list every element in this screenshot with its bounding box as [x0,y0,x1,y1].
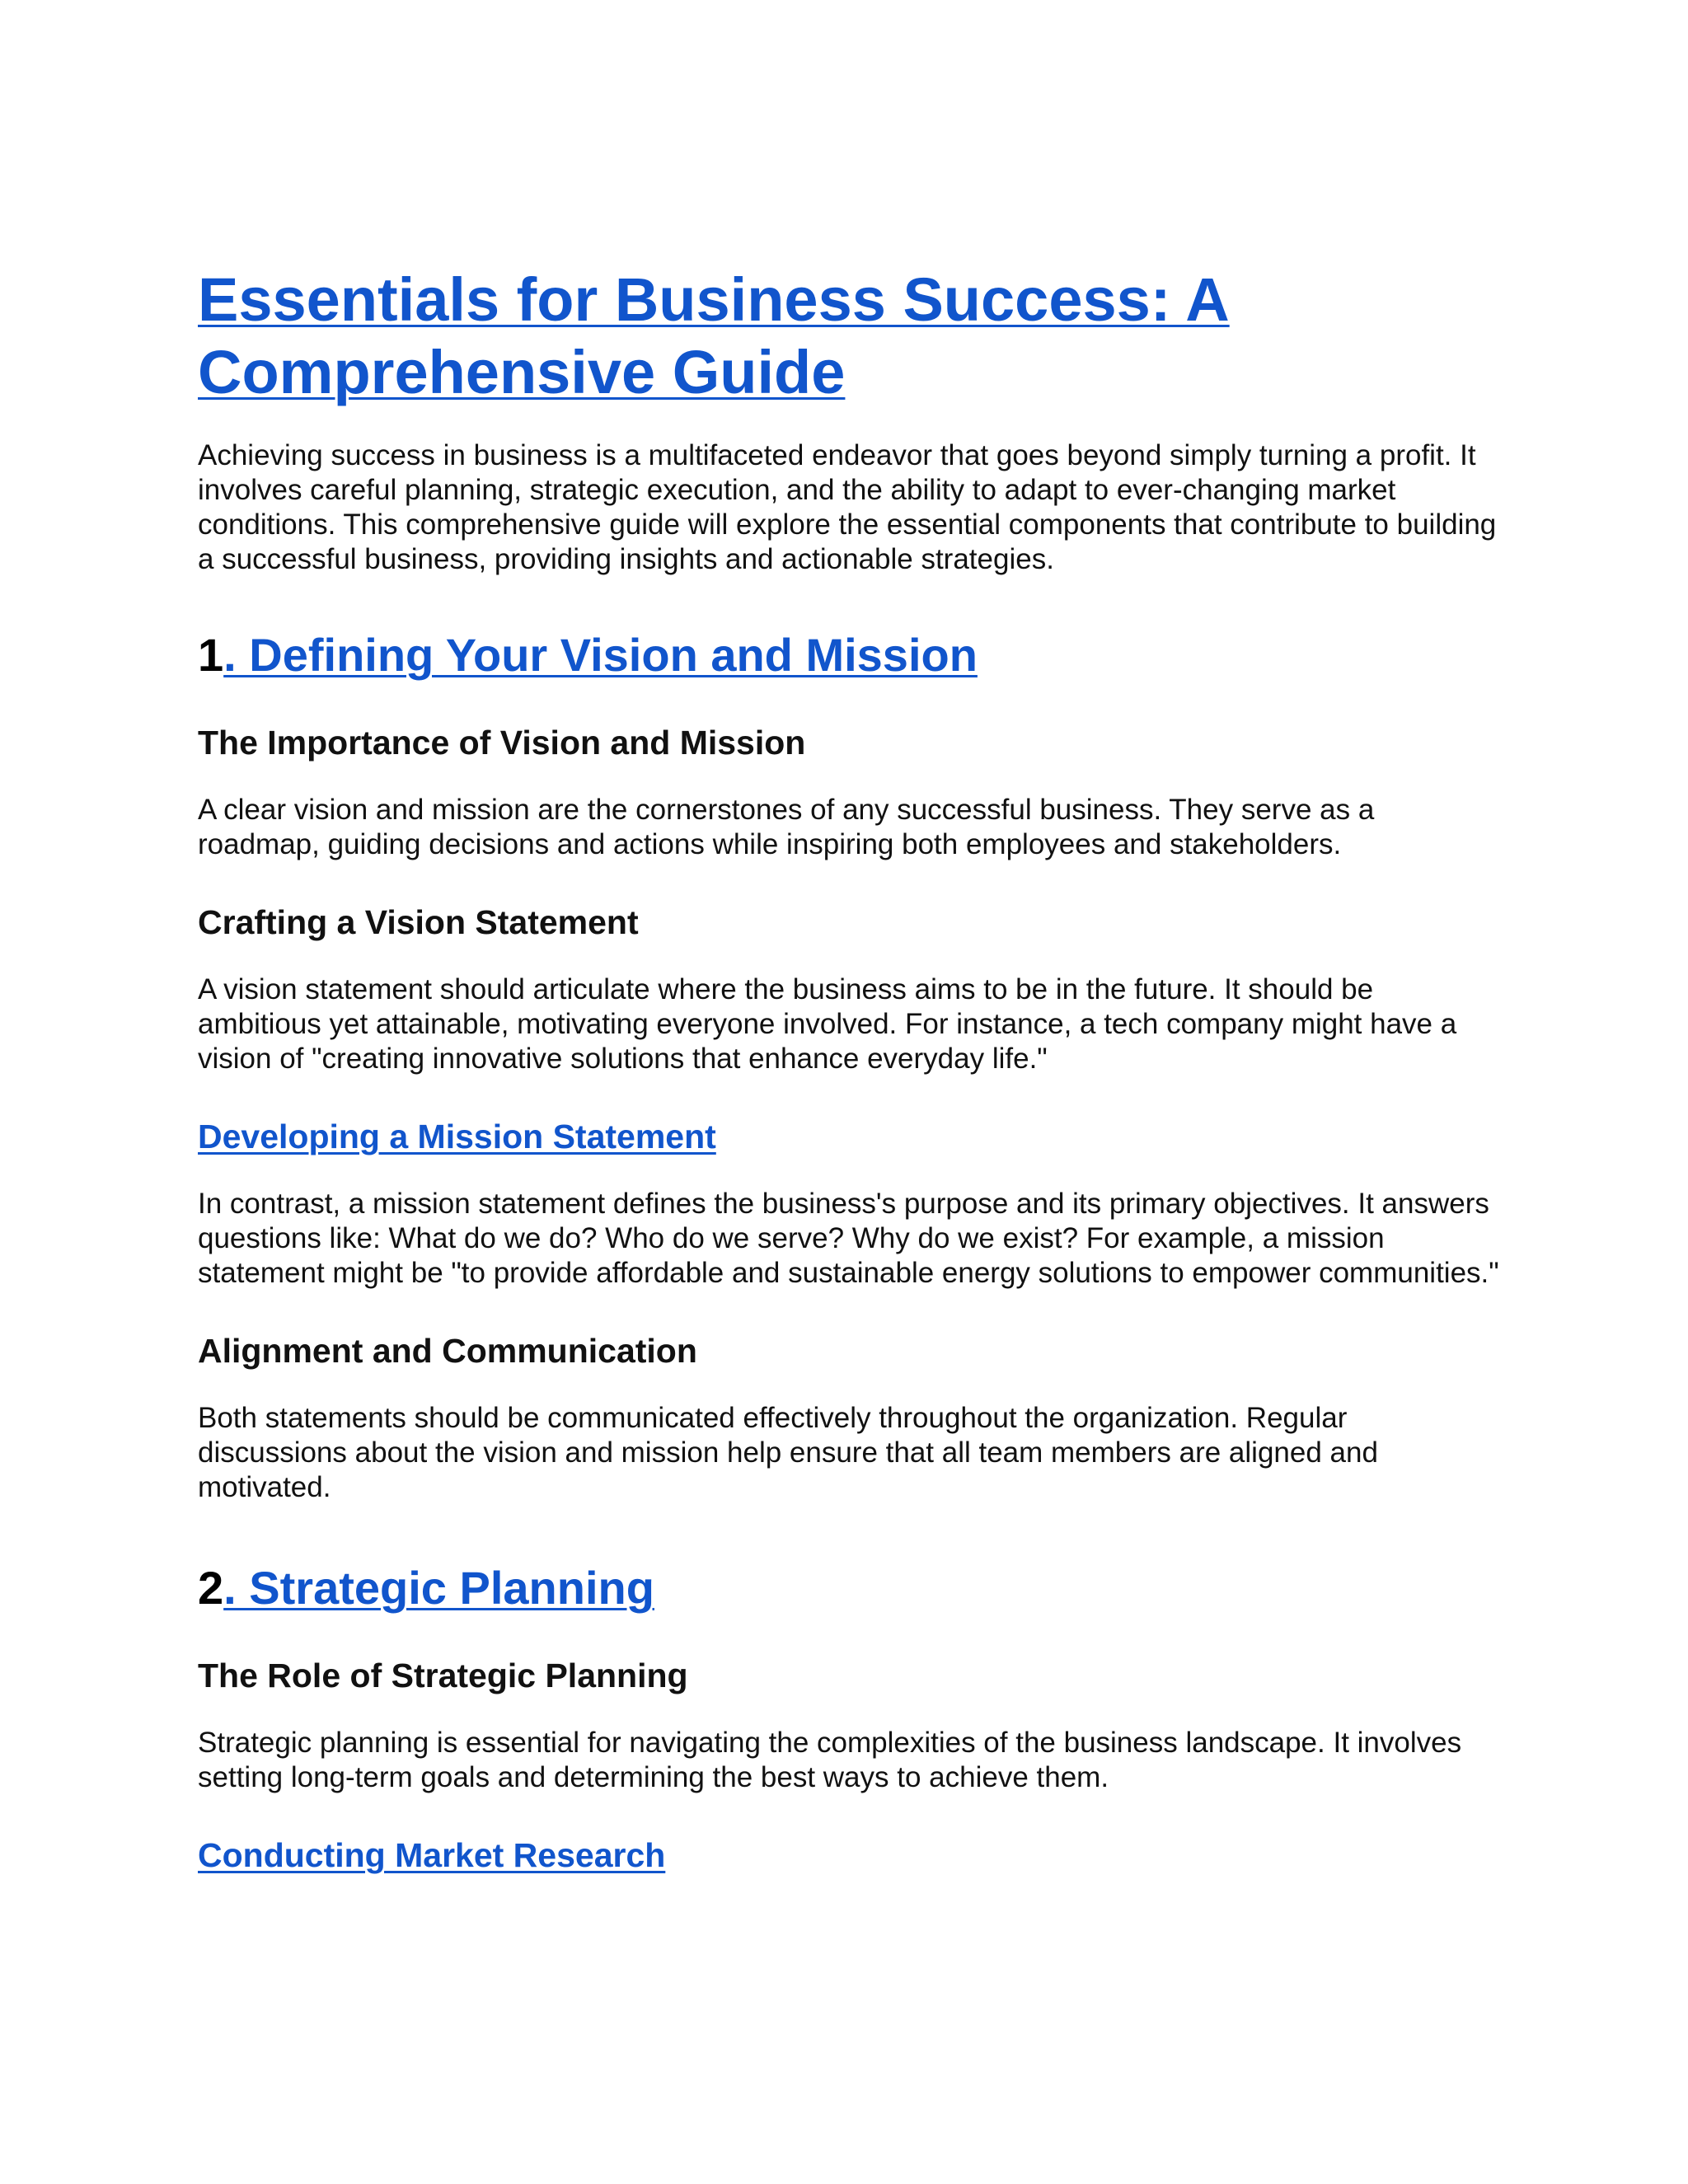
subheading-developing-mission [198,1116,1500,1157]
subheading-crafting-vision: Crafting a Vision Statement [198,903,639,941]
intro-paragraph: Achieving success in business is a multifaceted endeavor that goes beyond simply turning a profit. It involves careful planning, strategic execution, and the ability to adapt to ever-changing market conditions. This comprehensive guide will explore the essential components that contribute to building a successful business, providing insights and actionable strategies. [198,439,1497,575]
document-title [198,264,1500,409]
subheading-importance-vision-mission: The Importance of Vision and Mission [198,724,806,762]
section-number: 1 [198,629,224,681]
subheading-market-research-link[interactable]: Conducting Market Research [198,1836,666,1874]
section-number: 2 [198,1562,224,1614]
document-title-link[interactable]: Essentials for Business Success: A Comprehensive Guide [198,265,1230,406]
paragraph-importance: A clear vision and mission are the cornerstones of any successful business. They serve as a roadmap, guiding decisions and actions while inspiring both employees and stakeholders. [198,794,1375,860]
paragraph-strategic-planning: Strategic planning is essential for navigating the complexities of the business landscape. It involves setting long-term goals and determining the best ways to achieve them. [198,1727,1462,1793]
paragraph-mission-statement: In contrast, a mission statement defines the business's purpose and its primary objectives. It answers questions like: What do we do? Who do we serve? Why do we exist? For example, a mission statement might be "to provide affordable and sustainable energy solutions to empower communities." [198,1188,1499,1289]
section-heading-link[interactable]: . Strategic Planning [223,1562,654,1614]
section-heading-strategic-planning [198,1561,1500,1615]
subheading-role-strategic-planning: The Role of Strategic Planning [198,1657,688,1694]
section-heading-vision-mission [198,628,1500,682]
subheading-developing-mission-link[interactable]: Developing a Mission Statement [198,1118,716,1155]
paragraph-vision-statement: A vision statement should articulate where the business aims to be in the future. It should be ambitious yet attainable, motivating everyone involved. For instance, a tech company might have a vision of "creating innovative solutions that enhance everyday life." [198,973,1457,1075]
subheading-market-research [198,1835,1500,1876]
subheading-alignment-communication: Alignment and Communication [198,1332,697,1370]
paragraph-alignment: Both statements should be communicated effectively throughout the organization. Regular discussions about the vision and mission help ensure that all team members are aligned and motivated. [198,1402,1378,1503]
section-heading-link[interactable]: . Defining Your Vision and Mission [223,629,978,681]
document-page [198,264,1500,1905]
